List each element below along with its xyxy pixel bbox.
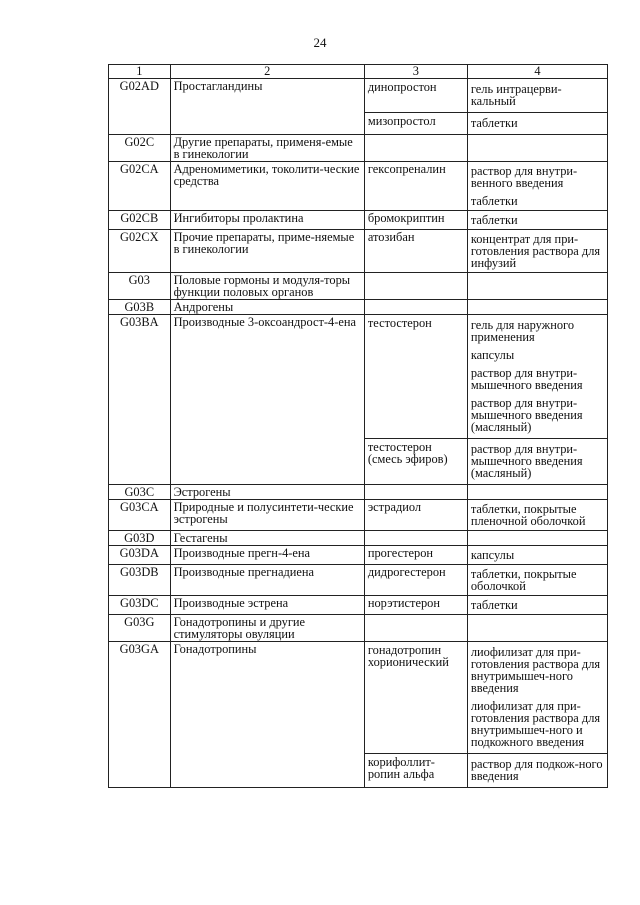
group-name-cell: Ингибиторы пролактина [170, 211, 364, 230]
dosage-form: раствор для подкож-ного введения [470, 757, 603, 783]
atc-code-cell: G03CA [109, 500, 171, 531]
dosage-form-cell [467, 211, 607, 230]
drug-name-cell [364, 565, 467, 596]
dosage-form: таблетки [470, 213, 518, 227]
table-row [109, 531, 608, 546]
column-header-4: 4 [467, 65, 607, 79]
drug-name-cell [364, 615, 467, 642]
column-header-2: 2 [170, 65, 364, 79]
group-name-cell: Производные прегн-4-ена [170, 546, 364, 565]
table-row [109, 642, 608, 788]
atc-code-cell: G02CB [109, 211, 171, 230]
group-name-cell: Эстрогены [170, 485, 364, 500]
drug-name: тестостерон [367, 316, 432, 330]
group-name-cell: Производные 3-оксоандрост-4-ена [170, 315, 364, 485]
drug-name-cell [364, 642, 467, 788]
dosage-form: концентрат для при-готовления раствора для инфузий [470, 232, 601, 270]
dosage-form: раствор для внутри-мышечного введения [470, 366, 583, 392]
drug-name-cell [364, 500, 467, 531]
dosage-form-cell [467, 135, 607, 162]
dosage-form: капсулы [470, 548, 515, 562]
table-row [109, 273, 608, 300]
dosage-form-cell [467, 79, 607, 135]
drug-name: бромокриптин [367, 211, 445, 225]
group-name-cell: Гонадотропины и другие стимуляторы овуляции [170, 615, 364, 642]
drug-name: гексопреналин [367, 162, 446, 176]
table-body [109, 79, 608, 788]
table-row [109, 315, 608, 485]
dosage-form-cell [467, 315, 607, 485]
drug-name-cell [364, 596, 467, 615]
page-number: 24 [313, 35, 327, 50]
dosage-form-cell [467, 596, 607, 615]
dosage-form-group [468, 438, 607, 484]
dosage-form-group [471, 231, 604, 271]
dosage-form-cell [467, 300, 607, 315]
dosage-form: таблетки [470, 116, 518, 130]
table-row [109, 615, 608, 642]
group-name-cell: Половые гормоны и модуля-торы функции половых органов [170, 273, 364, 300]
table-row [109, 230, 608, 273]
dosage-form: лиофилизат для при-готовления раствора для внутримышеч-ного введения [470, 645, 601, 695]
dosage-form-cell [467, 642, 607, 788]
group-name-cell: Производные прегнадиена [170, 565, 364, 596]
drug-name-cell [364, 531, 467, 546]
column-header-3: 3 [364, 65, 467, 79]
group-name-cell: Андрогены [170, 300, 364, 315]
dosage-form-group [471, 547, 604, 563]
drug-name-cell [364, 230, 467, 273]
atc-code-cell: G03DC [109, 596, 171, 615]
table-row [109, 211, 608, 230]
group-name-cell: Прочие препараты, приме-няемые в гинекологии [170, 230, 364, 273]
atc-code-cell: G03C [109, 485, 171, 500]
drug-name-cell [364, 162, 467, 211]
dosage-form-cell [467, 546, 607, 565]
dosage-form-cell [467, 230, 607, 273]
atc-drug-table [108, 64, 608, 788]
drug-name-cell [364, 315, 467, 485]
dosage-form-cell [467, 531, 607, 546]
table-row [109, 79, 608, 135]
atc-code-cell: G02C [109, 135, 171, 162]
table-row [109, 596, 608, 615]
dosage-form: гель интрацерви-кальный [470, 82, 562, 108]
dosage-form: таблетки, покрытые пленочной оболочкой [470, 502, 586, 528]
group-name-cell: Гонадотропины [170, 642, 364, 788]
group-name-cell: Простагландины [170, 79, 364, 135]
atc-code-cell: G03GA [109, 642, 171, 788]
atc-code-cell: G03G [109, 615, 171, 642]
atc-code-cell: G03DB [109, 565, 171, 596]
dosage-form: таблетки [470, 194, 518, 208]
group-name-cell: Производные эстрена [170, 596, 364, 615]
drug-name: гонадотропин хорионический [367, 643, 449, 669]
dosage-form: капсулы [470, 348, 515, 362]
dosage-form-cell [467, 615, 607, 642]
drug-name-cell [364, 211, 467, 230]
dosage-form-group [471, 212, 604, 228]
atc-code-cell: G03B [109, 300, 171, 315]
atc-code-cell: G03D [109, 531, 171, 546]
drug-name: корифоллит-ропин альфа [365, 753, 467, 787]
atc-code-cell: G03BA [109, 315, 171, 485]
dosage-form-group [468, 112, 607, 134]
drug-name: прогестерон [367, 546, 434, 560]
dosage-form-group [471, 163, 604, 209]
dosage-form-group [471, 597, 604, 613]
dosage-form-cell [467, 273, 607, 300]
atc-code-cell: G03 [109, 273, 171, 300]
dosage-form-cell [467, 565, 607, 596]
table-row [109, 546, 608, 565]
atc-code-cell: G02CA [109, 162, 171, 211]
drug-name: эстрадиол [367, 500, 422, 514]
drug-name-cell [364, 135, 467, 162]
dosage-form-group [471, 501, 604, 529]
dosage-form-cell [467, 485, 607, 500]
dosage-form-group [468, 315, 607, 438]
drug-name-cell [364, 485, 467, 500]
drug-name: норэтистерон [367, 596, 440, 610]
table-row [109, 500, 608, 531]
drug-name: тестостерон (смесь эфиров) [365, 438, 467, 484]
drug-name-cell [364, 546, 467, 565]
dosage-form: раствор для внутри-венного введения [470, 164, 578, 190]
drug-name-cell [364, 79, 467, 135]
atc-code-cell: G02CX [109, 230, 171, 273]
group-name-cell: Гестагены [170, 531, 364, 546]
atc-code-cell: G03DA [109, 546, 171, 565]
table-header [109, 65, 608, 79]
column-header-1: 1 [109, 65, 171, 79]
drug-name: дидрогестерон [367, 565, 446, 579]
group-name-cell: Другие препараты, применя-емые в гинекологии [170, 135, 364, 162]
dosage-form-cell [467, 162, 607, 211]
dosage-form-cell [467, 500, 607, 531]
table-row [109, 135, 608, 162]
drug-name-cell [364, 300, 467, 315]
group-name-cell: Адреномиметики, токолити-ческие средства [170, 162, 364, 211]
dosage-form: раствор для внутри-мышечного введения (масляный) [470, 396, 583, 434]
atc-code-cell: G02AD [109, 79, 171, 135]
dosage-form-group [468, 642, 607, 753]
drug-name: динопростон [367, 80, 437, 94]
drug-name-cell [364, 273, 467, 300]
drug-name: атозибан [367, 230, 415, 244]
dosage-form-group [468, 79, 607, 112]
group-name-cell: Природные и полусинтети-ческие эстрогены [170, 500, 364, 531]
table-row [109, 565, 608, 596]
dosage-form-group [471, 566, 604, 594]
dosage-form: гель для наружного применения [470, 318, 575, 344]
dosage-form: таблетки [470, 598, 518, 612]
dosage-form: таблетки, покрытые оболочкой [470, 567, 577, 593]
dosage-form: раствор для внутри-мышечного введения (масляный) [470, 442, 583, 480]
table-row [109, 300, 608, 315]
dosage-form: лиофилизат для при-готовления раствора для внутримышеч-ного и подкожного введения [470, 699, 601, 749]
table-row [109, 162, 608, 211]
dosage-form-group [468, 753, 607, 787]
drug-name: мизопростол [365, 112, 467, 134]
table-row [109, 485, 608, 500]
